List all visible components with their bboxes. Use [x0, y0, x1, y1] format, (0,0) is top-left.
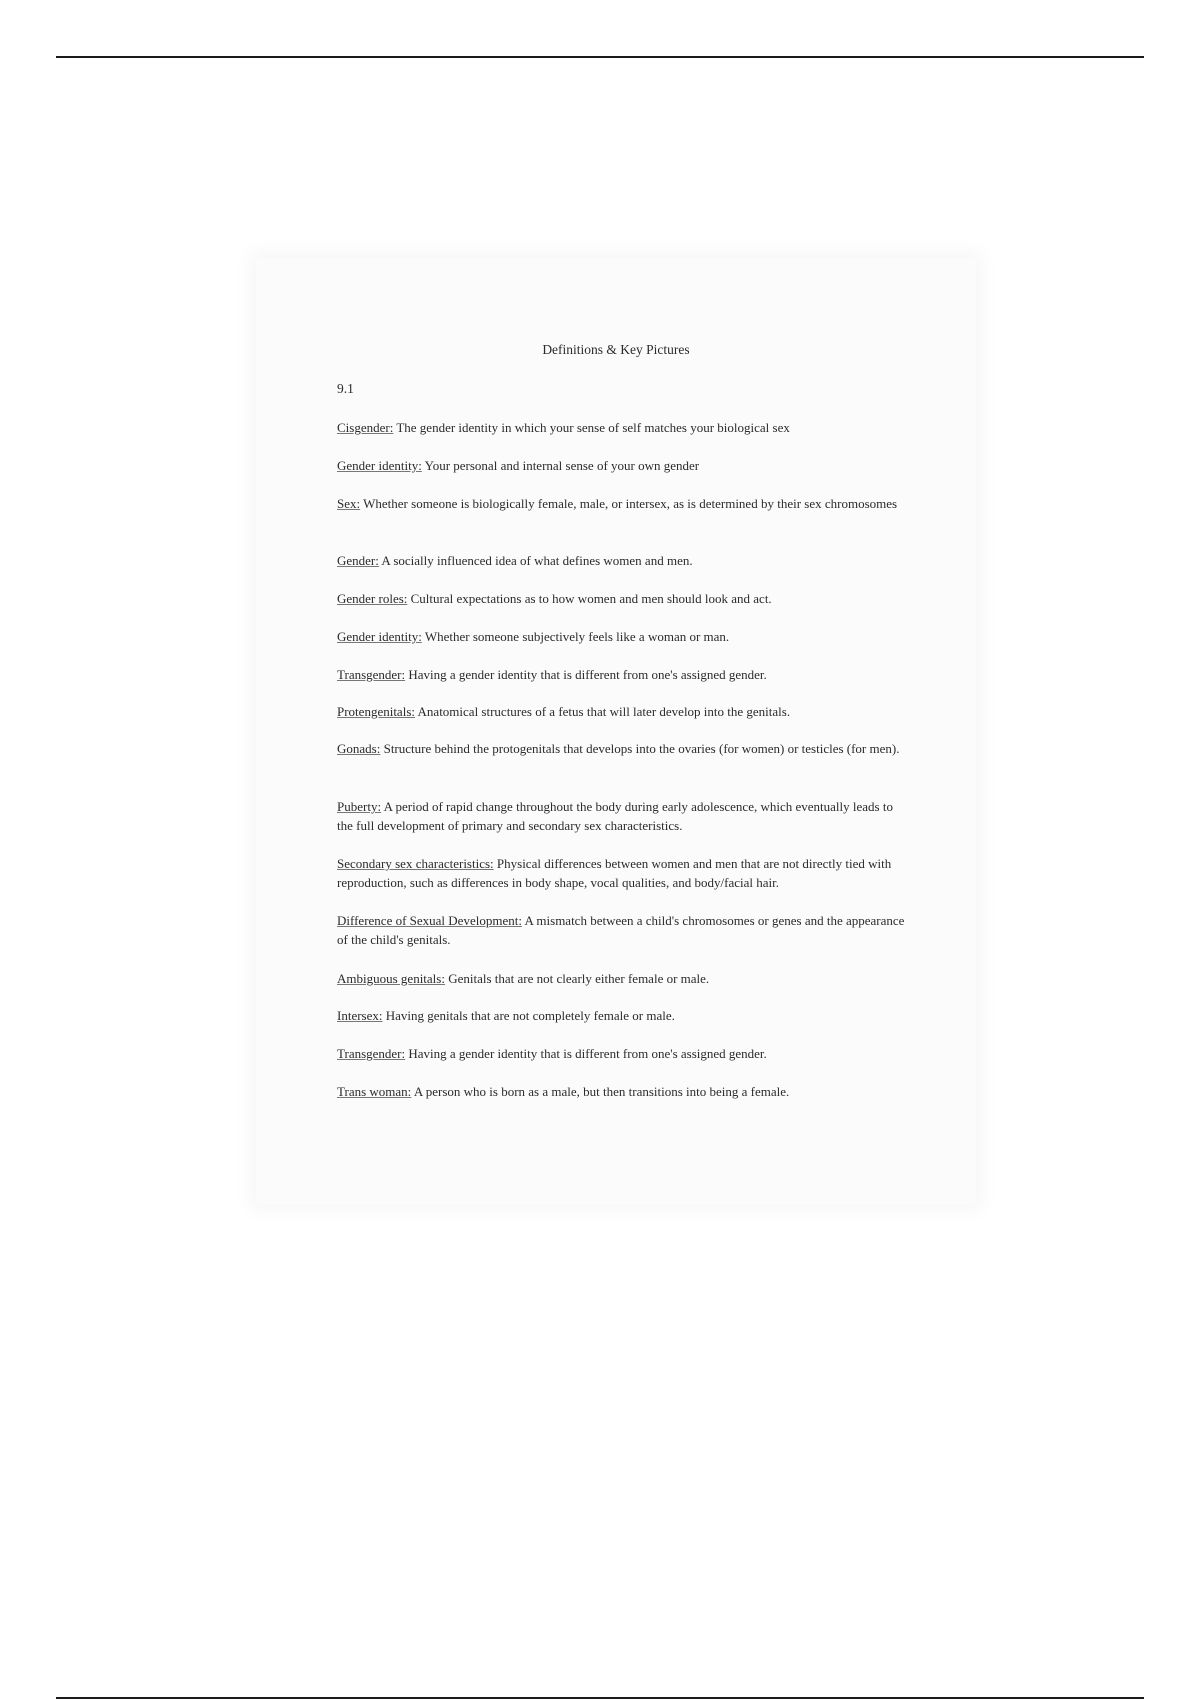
definition-text: Your personal and internal sense of your own gender: [421, 458, 700, 473]
definition-term: Gender roles:: [337, 591, 408, 606]
definition-item: [337, 911, 907, 949]
definition-item: [337, 1082, 907, 1101]
definition-term: Puberty:: [337, 799, 382, 814]
definition-item: [337, 739, 907, 758]
definition-item: [337, 797, 907, 835]
definition-term: Gender:: [337, 553, 379, 568]
definition-text: A socially influenced idea of what defines women and men.: [378, 553, 693, 568]
definition-item: [337, 589, 907, 608]
definition-text: A period of rapid change throughout the body during early adolescence, which eventually leads to the full development of primary and secondary sex characteristics.: [337, 799, 893, 833]
definition-text: Whether someone is biologically female, male, or intersex, as is determined by their sex chromosomes: [360, 496, 898, 511]
definition-item: [337, 551, 907, 570]
definition-term: Protengenitals:: [337, 704, 415, 719]
definition-item: [337, 494, 907, 513]
definition-item: [337, 627, 907, 646]
document-title: Definitions & Key Pictures: [542, 342, 690, 357]
definition-text: Having a gender identity that is different from one's assigned gender.: [405, 1046, 767, 1061]
definition-text: A mismatch between a child's chromosomes or genes and the appearance of the child's genitals.: [337, 913, 905, 947]
bottom-rule: [56, 1697, 1144, 1699]
definition-text: Anatomical structures of a fetus that will later develop into the genitals.: [415, 704, 791, 719]
definition-text: Structure behind the protogenitals that develops into the ovaries (for women) or testicles (for men).: [380, 741, 900, 756]
scanned-page: [256, 258, 976, 1204]
definition-term: Intersex:: [337, 1008, 383, 1023]
definition-item: [337, 1006, 907, 1025]
definition-text: Having genitals that are not completely female or male.: [382, 1008, 675, 1023]
definition-term: Ambiguous genitals:: [337, 971, 445, 986]
definition-item: [337, 1044, 907, 1063]
definition-term: Sex:: [337, 496, 361, 511]
definition-term: Secondary sex characteristics:: [337, 856, 494, 871]
definition-text: Having a gender identity that is different from one's assigned gender.: [405, 667, 767, 682]
definition-term: Trans woman:: [337, 1084, 412, 1099]
definition-term: Gonads:: [337, 741, 381, 756]
definition-term: Cisgender:: [337, 420, 394, 435]
definition-text: Cultural expectations as to how women and men should look and act.: [407, 591, 772, 606]
section-number: 9.1: [337, 381, 354, 396]
definition-text: Physical differences between women and men that are not directly tied with reproduction, such as differences in body shape, vocal qualities, and body/facial hair.: [337, 856, 892, 890]
definition-item: [337, 702, 907, 721]
definition-item: [337, 665, 907, 684]
top-rule: [56, 56, 1144, 58]
definition-term: Transgender:: [337, 1046, 406, 1061]
definition-text: Whether someone subjectively feels like a woman or man.: [421, 629, 730, 644]
definition-text: A person who is born as a male, but then transitions into being a female.: [411, 1084, 790, 1099]
definition-item: [337, 418, 907, 437]
definition-item: [337, 854, 907, 892]
definition-item: [337, 969, 907, 988]
definition-text: Genitals that are not clearly either female or male.: [444, 971, 710, 986]
definition-term: Difference of Sexual Development:: [337, 913, 522, 928]
definition-item: [337, 456, 907, 475]
definition-term: Gender identity:: [337, 629, 422, 644]
definition-term: Gender identity:: [337, 458, 422, 473]
definition-text: The gender identity in which your sense of self matches your biological sex: [393, 420, 790, 435]
definition-term: Transgender:: [337, 667, 406, 682]
